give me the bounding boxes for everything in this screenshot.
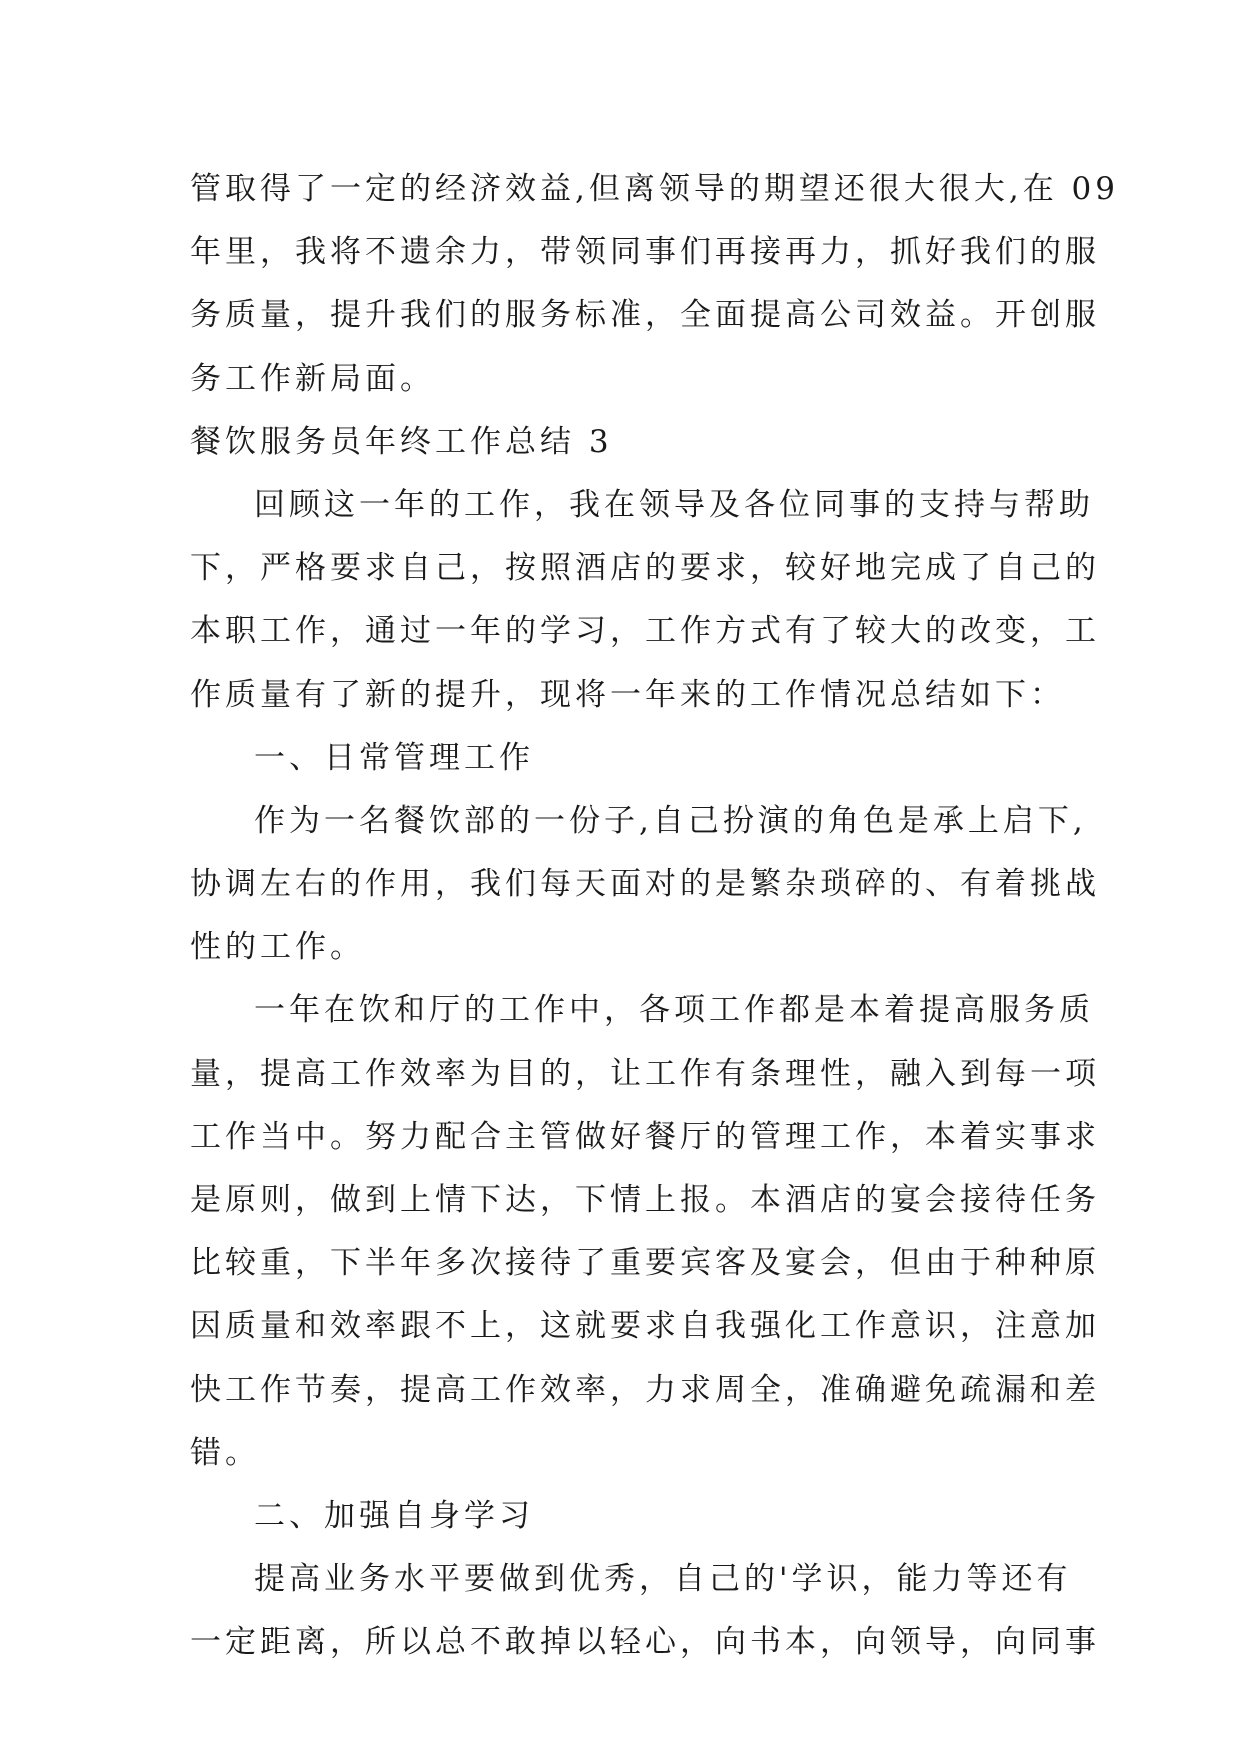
- subheading: 二、加强自身学习: [254, 1497, 534, 1534]
- body-line: 工作当中。努力配合主管做好餐厅的管理工作，本着实事求: [190, 1118, 1100, 1155]
- section-title: 餐饮服务员年终工作总结 3: [190, 423, 613, 460]
- paragraph-start: 回顾这一年的工作，我在领导及各位同事的支持与帮助: [254, 486, 1094, 523]
- paragraph-start: 提高业务水平要做到优秀，自己的'学识，能力等还有: [254, 1561, 1072, 1598]
- body-line: 一定距离，所以总不敢掉以轻心，向书本，向领导，向同事: [190, 1624, 1100, 1661]
- body-line: 协调左右的作用，我们每天面对的是繁杂琐碎的、有着挑战: [190, 866, 1100, 903]
- document-body: [190, 158, 1120, 1675]
- body-line: 年里，我将不遗余力，带领同事们再接再力，抓好我们的服: [190, 234, 1100, 271]
- paragraph-start: 一年在饮和厅的工作中，各项工作都是本着提高服务质: [254, 992, 1094, 1029]
- body-line: 下，严格要求自己，按照酒店的要求，较好地完成了自己的: [190, 550, 1100, 587]
- body-line: 性的工作。: [190, 929, 365, 966]
- body-line: 作质量有了新的提升，现将一年来的工作情况总结如下：: [190, 676, 1065, 713]
- body-line: 快工作节奏，提高工作效率，力求周全，准确避免疏漏和差: [190, 1371, 1100, 1408]
- body-line: 错。: [190, 1434, 260, 1471]
- body-line: 因质量和效率跟不上，这就要求自我强化工作意识，注意加: [190, 1308, 1100, 1345]
- body-line: 是原则，做到上情下达，下情上报。本酒店的宴会接待任务: [190, 1182, 1100, 1218]
- paragraph-start: 作为一名餐饮部的一份子,自己扮演的角色是承上启下,: [254, 802, 1087, 839]
- body-line: 本职工作，通过一年的学习，工作方式有了较大的改变，工: [190, 613, 1100, 650]
- subheading: 一、日常管理工作: [254, 739, 534, 776]
- body-line: 量，提高工作效率为目的，让工作有条理性，融入到每一项: [190, 1055, 1100, 1092]
- body-line: 比较重，下半年多次接待了重要宾客及宴会，但由于种种原: [190, 1245, 1100, 1282]
- body-line: 管取得了一定的经济效益,但离领导的期望还很大很大,在 09: [190, 171, 1120, 207]
- body-line: 务质量，提升我们的服务标准，全面提高公司效益。开创服: [190, 297, 1100, 334]
- body-line: 务工作新局面。: [190, 360, 435, 397]
